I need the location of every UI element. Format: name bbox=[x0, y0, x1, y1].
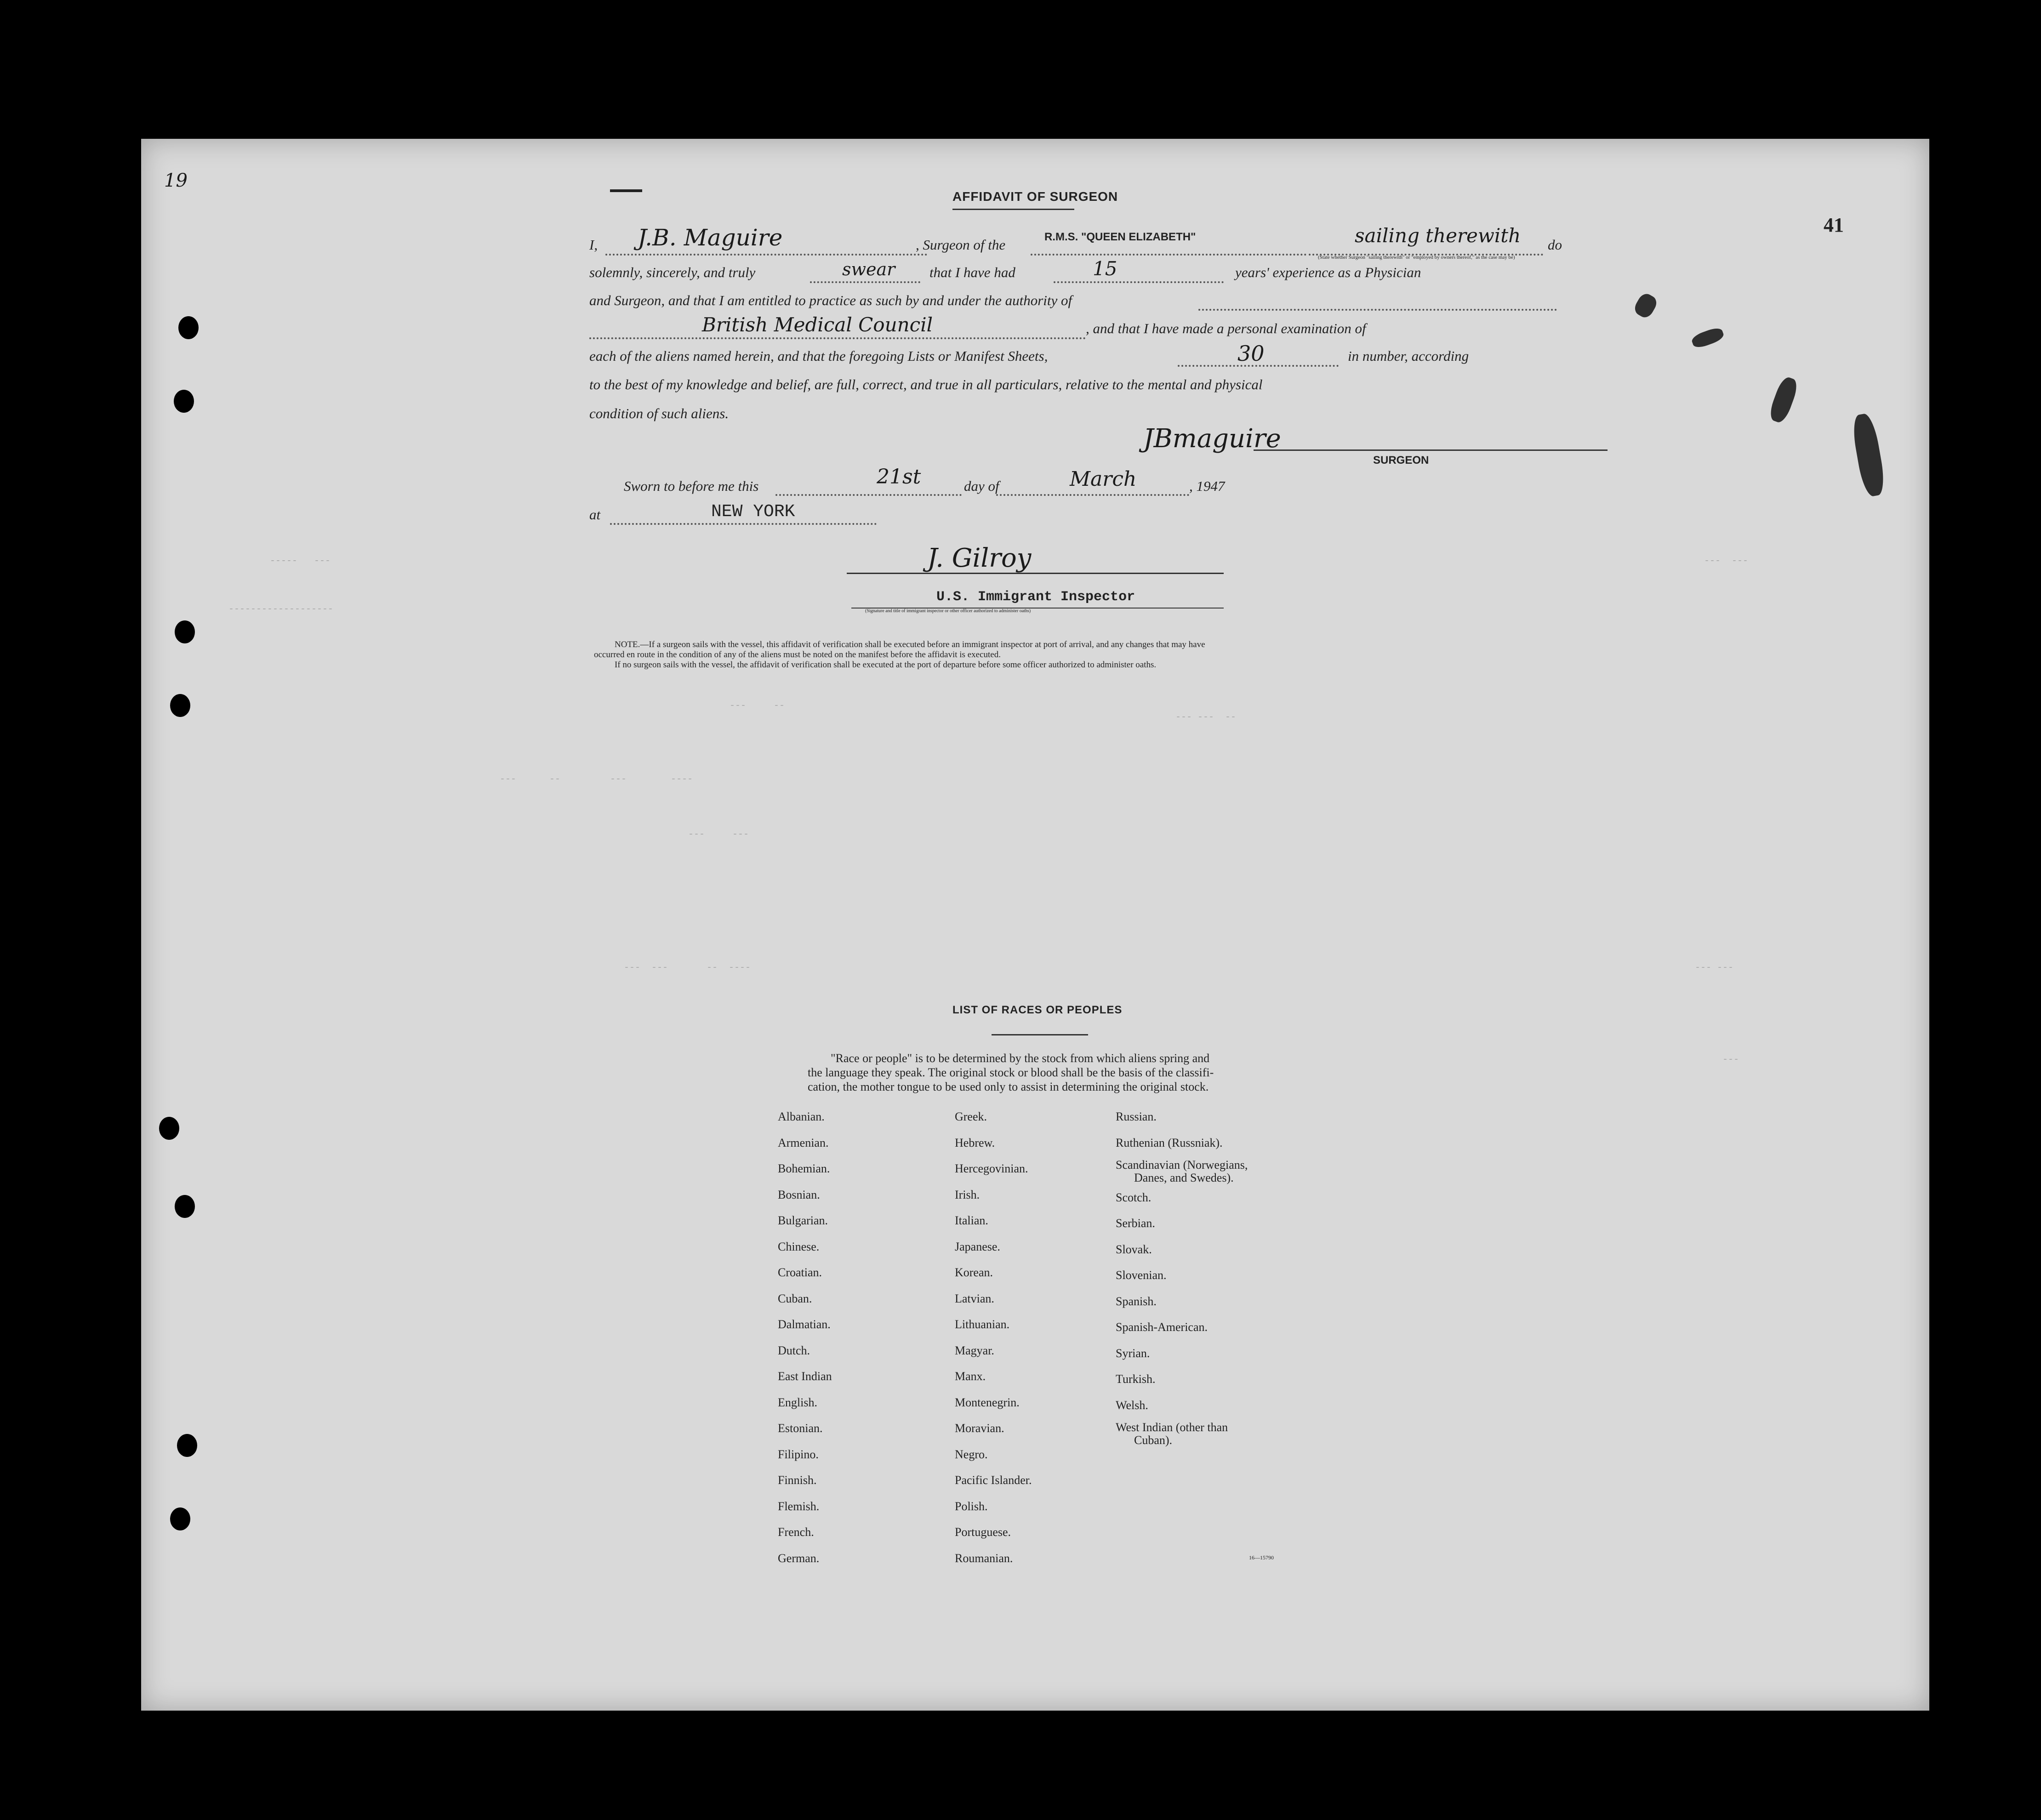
race-entry: Syrian. bbox=[1116, 1346, 1150, 1360]
inspector-title: U.S. Immigrant Inspector bbox=[936, 589, 1135, 605]
note-line1 bbox=[615, 640, 1205, 650]
race-entry: Dutch. bbox=[778, 1343, 810, 1357]
sworn-place: NEW YORK bbox=[711, 502, 795, 522]
affidavit-title: AFFIDAVIT OF SURGEON bbox=[952, 189, 1118, 204]
races-title-underline bbox=[992, 1034, 1088, 1035]
race-entry: Estonian. bbox=[778, 1422, 823, 1435]
sworn-day: 21st bbox=[877, 465, 921, 489]
years-value: 15 bbox=[1093, 257, 1117, 280]
authority-line bbox=[589, 337, 1086, 339]
vessel-line bbox=[1031, 254, 1306, 256]
line1-middle: , Surgeon of the bbox=[916, 237, 1006, 253]
race-entry: Croatian. bbox=[778, 1266, 822, 1279]
race-entry: Finnish. bbox=[778, 1473, 817, 1487]
race-entry: Spanish. bbox=[1116, 1294, 1157, 1308]
sworn-prefix: Sworn to before me this bbox=[624, 478, 759, 494]
punch-hole bbox=[178, 316, 199, 339]
race-entry: Manx. bbox=[955, 1370, 986, 1383]
race-entry bbox=[1116, 1418, 1248, 1447]
sworn-day-line bbox=[775, 494, 962, 496]
race-entry: Turkish. bbox=[1116, 1372, 1156, 1386]
race-entry: Hercegovinian. bbox=[955, 1162, 1028, 1175]
race-entry-line: Scandinavian (Norwegians, bbox=[1116, 1158, 1248, 1172]
surgeon-signature: JBmaguire bbox=[1143, 424, 1281, 454]
race-entry: Roumanian. bbox=[955, 1551, 1013, 1565]
race-entry: Latvian. bbox=[955, 1291, 994, 1305]
line2-suffix: years' experience as a Physician bbox=[1235, 264, 1421, 280]
sworn-year: , 1947 bbox=[1189, 478, 1225, 494]
race-entry-continuation: Danes, and Swedes). bbox=[1134, 1171, 1234, 1184]
race-entry: Pacific Islander. bbox=[955, 1473, 1032, 1487]
sworn-day-of: day of bbox=[964, 478, 999, 494]
form-number: 16—15790 bbox=[1249, 1554, 1274, 1561]
race-entry: Albanian. bbox=[778, 1110, 825, 1123]
bleed-through-mark: ˉˉˉˉˉˉˉˉˉˉˉˉˉˉˉˉˉˉˉ bbox=[228, 608, 334, 618]
races-title: LIST OF RACES OR PEOPLES bbox=[952, 1004, 1123, 1016]
race-entry: French. bbox=[778, 1525, 814, 1539]
note-text1: If a surgeon sails with the vessel, this affidavit of verification shall be executed before an immigrant inspector at port of arrival, and any changes that may have bbox=[649, 640, 1205, 649]
sheets-count: 30 bbox=[1237, 341, 1265, 366]
race-entry: Chinese. bbox=[778, 1240, 820, 1253]
line5-prefix: each of the aliens named herein, and that the foregoing Lists or Manifest Sheets, bbox=[589, 348, 1048, 364]
race-entry: Welsh. bbox=[1116, 1398, 1148, 1412]
years-line bbox=[1054, 281, 1224, 283]
races-intro-line: "Race or people" is to be determined by the stock from which aliens spring and bbox=[831, 1052, 1210, 1065]
race-entry: East Indian bbox=[778, 1370, 832, 1383]
signature-line bbox=[1254, 449, 1608, 451]
inspector-caption: (Signature and title of immigrant inspector or other officer authorized to administer oaths) bbox=[865, 609, 1031, 614]
race-entry: Scotch. bbox=[1116, 1190, 1152, 1204]
page-number: 41 bbox=[1824, 214, 1844, 236]
manifest-page bbox=[141, 139, 1929, 1711]
race-entry: Moravian. bbox=[955, 1422, 1004, 1435]
oath-line bbox=[810, 281, 920, 283]
race-entry: Negro. bbox=[955, 1447, 988, 1461]
surgeon-name: J.B. Maguire bbox=[638, 224, 783, 251]
race-entry: Bohemian. bbox=[778, 1162, 830, 1175]
race-entry: Greek. bbox=[955, 1110, 987, 1123]
capacity-note: (State whether Surgeon "sailing therewith" or "employed by owners thereof," as the case may be) bbox=[1318, 255, 1515, 260]
line5-suffix: in number, according bbox=[1348, 348, 1469, 364]
race-entry: Ruthenian (Russniak). bbox=[1116, 1136, 1223, 1149]
punch-hole bbox=[174, 390, 194, 413]
inspector-signature: J. Gilroy bbox=[927, 543, 1032, 573]
sworn-month: March bbox=[1070, 467, 1137, 491]
races-column-1 bbox=[778, 1104, 832, 1571]
race-entry: Dalmatian. bbox=[778, 1318, 831, 1331]
sworn-month-line bbox=[996, 494, 1189, 496]
race-entry: Montenegrin. bbox=[955, 1395, 1020, 1409]
races-column-3 bbox=[1116, 1104, 1248, 1447]
race-entry: Serbian. bbox=[1116, 1217, 1155, 1230]
line6: to the best of my knowledge and belief, are full, correct, and true in all particulars, relative to the mental and physical bbox=[589, 376, 1263, 392]
race-entry-line: West Indian (other than bbox=[1116, 1421, 1228, 1434]
title-dash bbox=[610, 189, 642, 192]
race-entry bbox=[1116, 1156, 1248, 1185]
vessel-name: R.M.S. "QUEEN ELIZABETH" bbox=[1044, 231, 1196, 243]
race-entry-continuation: Cuban). bbox=[1134, 1433, 1173, 1447]
races-column-2 bbox=[955, 1104, 1032, 1571]
race-entry: Filipino. bbox=[778, 1447, 819, 1461]
race-entry: Slovenian. bbox=[1116, 1268, 1167, 1282]
race-entry: Russian. bbox=[1116, 1110, 1157, 1123]
bleed-through-mark: ˉˉˉˉˉ ˉˉˉ bbox=[270, 559, 331, 570]
race-entry: German. bbox=[778, 1551, 820, 1565]
bleed-through-mark: ˉˉˉ ˉˉ ˉˉˉ ˉˉˉˉ bbox=[500, 778, 693, 788]
race-entry: Polish. bbox=[955, 1499, 988, 1513]
authority-name: British Medical Council bbox=[702, 313, 933, 336]
line4-suffix: , and that I have made a personal examination of bbox=[1086, 320, 1366, 336]
line3: and Surgeon, and that I am entitled to practice as such by and under the authority of bbox=[589, 292, 1072, 308]
bleed-through-mark: ˉˉˉ ˉˉˉ ˉˉ bbox=[1175, 716, 1237, 726]
race-entry: English. bbox=[778, 1395, 817, 1409]
race-entry: Italian. bbox=[955, 1214, 988, 1227]
race-entry: Armenian. bbox=[778, 1136, 829, 1149]
punch-hole bbox=[170, 694, 190, 717]
race-entry: Flemish. bbox=[778, 1499, 820, 1513]
at-prefix: at bbox=[589, 506, 601, 523]
line1-suffix: do bbox=[1548, 237, 1562, 253]
line7: condition of such aliens. bbox=[589, 405, 729, 421]
punch-hole bbox=[159, 1117, 179, 1140]
races-intro-line: the language they speak. The original stock or blood shall be the basis of the classifi- bbox=[808, 1066, 1214, 1079]
note-line2: occurred en route in the condition of any of the aliens must be noted on the manifest before the affidavit is executed. bbox=[594, 650, 1001, 660]
race-entry: Bosnian. bbox=[778, 1188, 820, 1201]
race-entry: Slovak. bbox=[1116, 1242, 1152, 1256]
punch-hole bbox=[177, 1434, 197, 1457]
race-entry: Portuguese. bbox=[955, 1525, 1011, 1539]
race-entry: Lithuanian. bbox=[955, 1318, 1010, 1331]
bleed-through-mark: ˉˉˉ bbox=[1722, 1058, 1739, 1069]
name-line bbox=[605, 254, 927, 256]
race-entry: Hebrew. bbox=[955, 1136, 995, 1149]
race-entry: Cuban. bbox=[778, 1291, 812, 1305]
race-entry: Bulgarian. bbox=[778, 1214, 828, 1227]
punch-hole bbox=[175, 1195, 195, 1218]
races-intro bbox=[808, 1051, 1214, 1094]
oath-word: swear bbox=[842, 259, 895, 279]
bleed-through-mark: ˉˉˉ ˉˉˉ bbox=[1704, 559, 1749, 570]
surgeon-label: SURGEON bbox=[1373, 454, 1429, 466]
bleed-through-mark: ˉˉˉ ˉˉˉ ˉˉ ˉˉˉˉ bbox=[624, 966, 751, 977]
punch-hole bbox=[175, 620, 195, 643]
line2-prefix: solemnly, sincerely, and truly bbox=[589, 264, 756, 280]
surgeon-capacity: sailing therewith bbox=[1355, 224, 1521, 247]
race-entry: Irish. bbox=[955, 1188, 980, 1201]
race-entry: Magyar. bbox=[955, 1343, 994, 1357]
place-line bbox=[610, 523, 877, 525]
race-entry: Japanese. bbox=[955, 1240, 1000, 1253]
line1-prefix: I, bbox=[589, 237, 598, 253]
race-entry: Korean. bbox=[955, 1266, 993, 1279]
bleed-through-mark: ˉˉˉ ˉˉ bbox=[730, 704, 785, 715]
title-underline bbox=[952, 209, 1074, 210]
line2-middle: that I have had bbox=[929, 264, 1015, 280]
punch-hole bbox=[170, 1507, 190, 1530]
note-line3: If no surgeon sails with the vessel, the affidavit of verification shall be executed at the port of departure before some officer authorized to administer oaths. bbox=[615, 660, 1157, 670]
authority-line-top bbox=[1198, 309, 1557, 311]
corner-number: 19 bbox=[164, 170, 188, 191]
note-lead: NOTE.— bbox=[615, 640, 649, 649]
inspector-signature-line bbox=[847, 573, 1224, 574]
races-intro-line: cation, the mother tongue to be used only to assist in determining the original stock. bbox=[808, 1080, 1209, 1093]
bleed-through-mark: ˉˉˉ ˉˉˉ bbox=[688, 833, 749, 843]
race-entry: Spanish-American. bbox=[1116, 1320, 1208, 1334]
bleed-through-mark: ˉˉˉ ˉˉˉ bbox=[1695, 966, 1734, 977]
